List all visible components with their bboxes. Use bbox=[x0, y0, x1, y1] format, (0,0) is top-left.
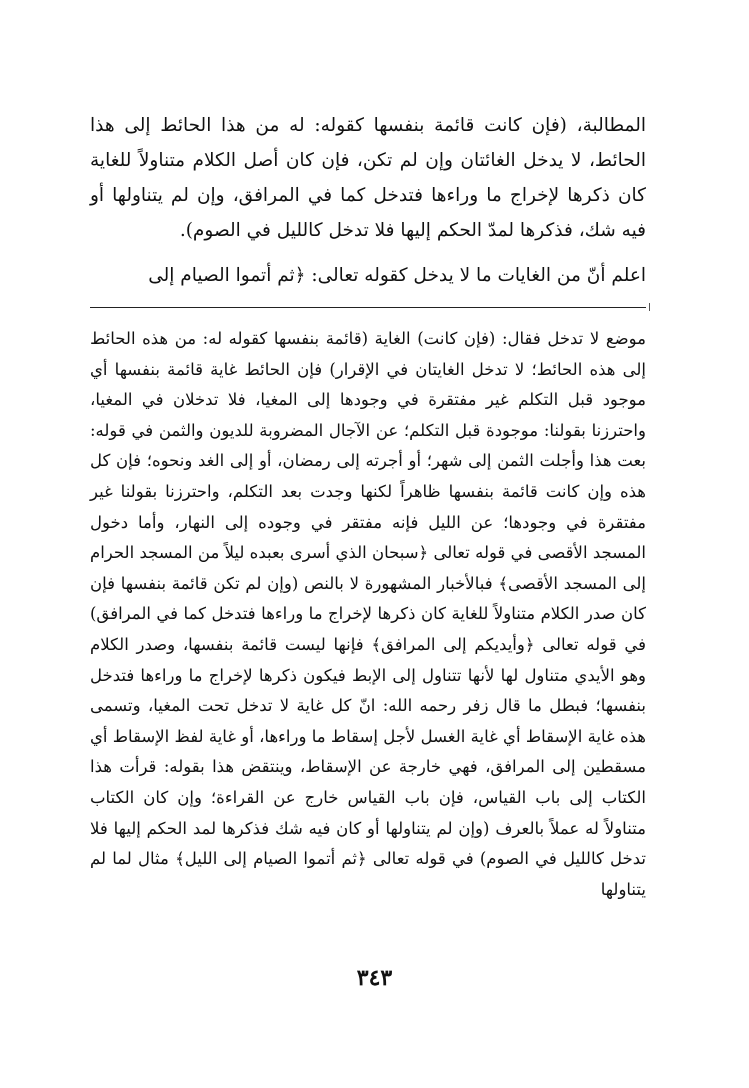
commentary-text bbox=[90, 324, 646, 905]
main-text bbox=[90, 108, 646, 293]
page-number: ٣٤٣ bbox=[356, 965, 393, 991]
commentary-paragraph: موضع لا تدخل فقال: (فإن كانت) الغاية (قائمة بنفسها كقوله له: من هذه الحائط إلى هذه الحائط؛ لا تدخل الغايتان في الإقرار) فإن الحائط غاية قائمة بنفسها أي موجود قبل التكلم غير مفتقرة في وجودها إلى المغيا، فلا تدخلان في المغيا، واحترزنا بقولنا: موجودة قبل التكلم؛ عن الآجال المضروبة للديون والثمن في قوله: بعت هذا وأجلت الثمن إلى شهر؛ أو أجرته إلى رمضان، أو إلى الغد ونحوه؛ فإن كل هذه وإن كانت قائمة بنفسها ظاهراً لكنها وجدت بعد التكلم، واحترزنا بقولنا غير مفتقرة في وجودها؛ عن الليل فإنه مفتقر في وجوده إلى النهار، وأما دخول المسجد الأقصى في قوله تعالى ﴿سبحان الذي أسرى بعبده ليلاً من المسجد الحرام إلى المسجد الأقصى﴾ فبالأخبار المشهورة لا بالنص (وإن لم تكن قائمة بنفسها فإن كان صدر الكلام متناولاً للغاية كان ذكرها لإخراج ما وراءها فتدخل كما في المرافق) في قوله تعالى ﴿وأيديكم إلى المرافق﴾ فإنها ليست قائمة بنفسها، وصدر الكلام وهو الأيدي متناول لها لأنها تتناول إلى الإبط فيكون ذكرها لإخراج ما وراءها فتدخل بنفسها؛ فبطل ما قال زفر رحمه الله: انّ كل غاية لا تدخل تحت المغيا، وتسمى هذه غاية الإسقاط أي غاية الغسل لأجل إسقاط ما وراءها، أو غاية لفظ الإسقاط أي مسقطين إلى المرافق، فهي خارجة عن الإسقاط، وينتقض هذا بقوله: قرأت هذا الكتاب إلى باب القياس، فإن باب القياس خارج عن القراءة؛ وإن كان الكتاب متناولاً له عملاً بالعرف (وإن لم يتناولها أو كان فيه شك فذكرها لمد الحكم إليها فلا تدخل كالليل في الصوم) في قوله تعالى ﴿ثم أتموا الصيام إلى الليل﴾ مثال لما لم يتناولها bbox=[90, 329, 646, 899]
main-text-paragraph-2: اعلم أنّ من الغايات ما لا يدخل كقوله تعالى: ﴿ثم أتموا الصيام إلى bbox=[148, 265, 646, 286]
main-text-paragraph-1: المطالبة، (فإن كانت قائمة بنفسها كقوله: له من هذا الحائط إلى هذا الحائط، لا يدخل الغائتان وإن لم تكن، فإن كان أصل الكلام متناولاً للغاية كان ذكرها لإخراج ما وراءها فتدخل كما في المرافق، وإن لم يتناولها أو فيه شك، فذكرها لمدّ الحكم إليها فلا تدخل كالليل في الصوم). bbox=[90, 115, 646, 241]
footnote-separator bbox=[90, 307, 646, 308]
page-body bbox=[90, 108, 646, 905]
